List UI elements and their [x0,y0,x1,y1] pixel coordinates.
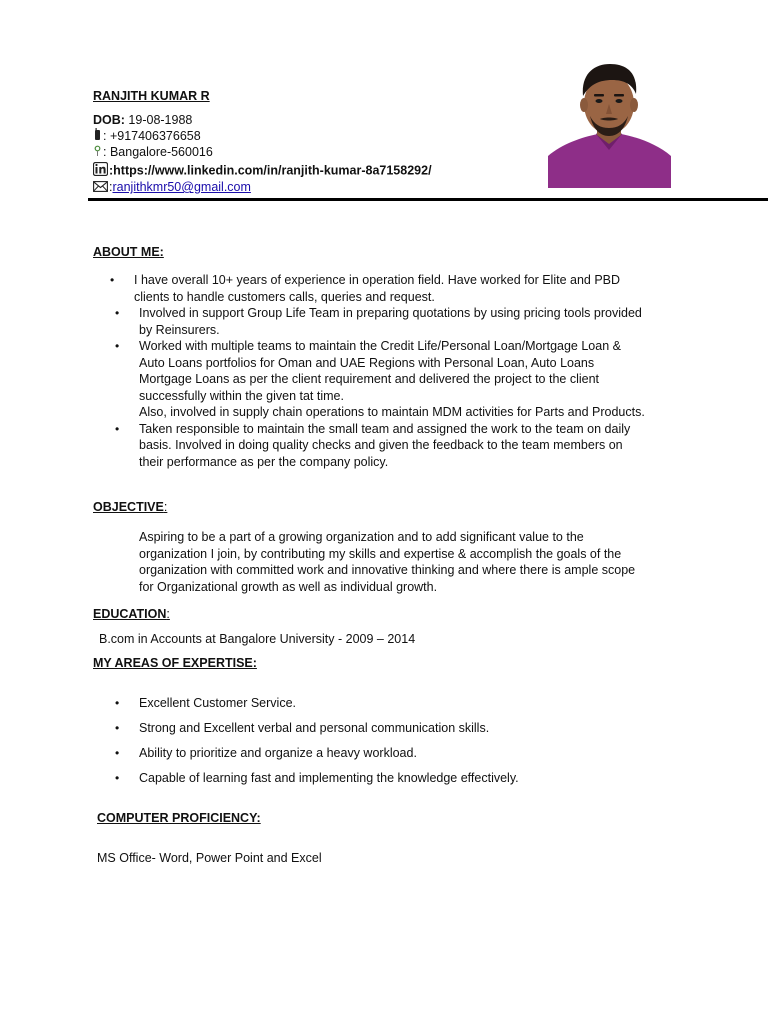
linkedin-prefix: : [109,163,114,178]
email-link[interactable]: ranjithkmr50@gmail.com [112,180,251,194]
mobile-phone-icon [93,128,102,145]
expertise-item-1: Excellent Customer Service. [139,696,297,710]
location-pin-icon [93,145,102,161]
candidate-name: RANJITH KUMAR R [93,89,210,103]
expertise-item-4: Capable of learning fast and implementing the knowledge effectively. [139,771,519,785]
about-item-2: Involved in support Group Life Team in preparing quotations by using pricing tools provided by Reinsurers. [139,306,642,337]
bullet-icon: • [115,746,120,760]
dob-label: DOB: [93,113,125,127]
envelope-icon [93,180,108,196]
expertise-heading: MY AREAS OF EXPERTISE: [93,656,257,670]
phone-number: +917406376658 [109,129,201,143]
expertise-item-3: Ability to prioritize and organize a heavy workload. [139,746,417,760]
expertise-list [115,695,659,787]
bullet-icon: • [115,339,120,353]
email-line [93,179,251,196]
education-colon: : [166,607,170,621]
about-item-1: I have overall 10+ years of experience in operation field. Have worked for Elite and PBD clients to handle customers calls, queries and request. [134,273,621,304]
email-prefix: : [109,180,113,194]
bullet-icon: • [115,421,120,436]
phone-line [93,128,201,145]
computer-text: MS Office- Word, Power Point and Excel [97,851,322,865]
about-heading: ABOUT ME: [93,245,164,259]
objective-heading-text: OBJECTIVE [93,500,164,514]
education-text: B.com in Accounts at Bangalore University - 2009 – 2014 [99,632,416,646]
linkedin-url[interactable]: https://www.linkedin.com/in/ranjith-kumar-8a7158292/ [113,163,432,178]
bullet-icon: • [115,771,120,785]
computer-heading: COMPUTER PROFICIENCY: [97,811,261,825]
education-heading-text: EDUCATION [93,607,167,621]
list-item [115,421,649,471]
phone-prefix: : [103,129,110,143]
linkedin-icon [93,162,108,180]
list-item [110,272,649,305]
list-item [115,305,649,338]
list-item [115,770,659,787]
about-item-4: Taken responsible to maintain the small team and assigned the work to the team on daily basis. Involved in doing quality checks and given the feedback to the team members on their performance as per the company policy. [139,421,631,469]
about-extra-para: Also, involved in supply chain operations to maintain MDM activities for Parts and Products. [139,405,645,419]
dob-line [93,112,192,128]
bullet-icon: • [110,273,115,287]
about-item-3: Worked with multiple teams to maintain the Credit Life/Personal Loan/Mortgage Loan & Auto Loans portfolios for Oman and UAE Regions with Personal Loan, Auto Loans Mortgage Loans as per the client requirement and delivered the project to the client successfully within the given tat time. [139,339,621,403]
expertise-item-2: Strong and Excellent verbal and personal communication skills. [139,721,490,735]
linkedin-line [93,162,432,180]
dob-value: 19-08-1988 [124,113,193,127]
bullet-icon: • [115,721,120,735]
location-prefix: : [103,145,110,159]
objective-text: Aspiring to be a part of a growing organization and to add significant value to the organization I join, by contributing my skills and expertise & accomplish the goals of the organization with committed work and innovative thinking and where there is ample scope for Organizational growth as well as individual growth. [139,530,636,594]
objective-heading [93,500,167,514]
list-item [115,720,659,737]
list-item [115,745,659,762]
about-list [110,272,649,470]
location-text: Bangalore-560016 [109,145,213,159]
profile-photo [548,58,671,188]
objective-colon: : [163,500,168,514]
header-divider [88,198,768,201]
location-line [93,144,213,161]
list-item [115,695,659,712]
bullet-icon: • [115,306,120,320]
education-heading [93,607,170,621]
list-item [115,338,649,404]
bullet-icon: • [115,696,120,710]
list-item [139,404,649,421]
